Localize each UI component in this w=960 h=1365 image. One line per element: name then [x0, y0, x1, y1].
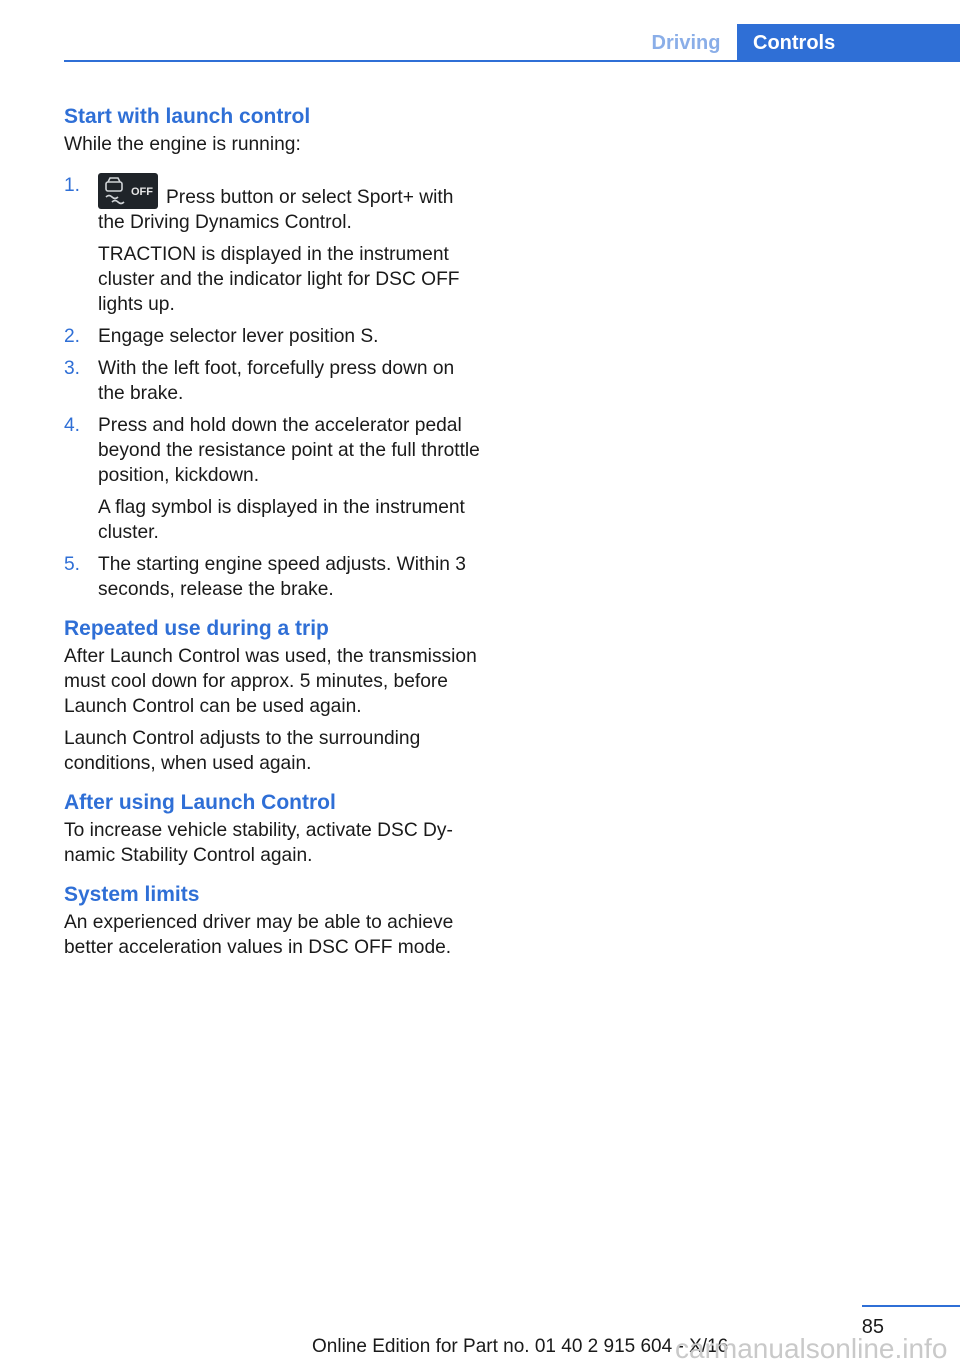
page-number: 85	[861, 1316, 884, 1338]
section-title-after: After using Launch Control	[64, 791, 336, 814]
step-text: Press button or select Sport+ with the Driving Dynamics Control.	[98, 187, 454, 233]
section-after	[64, 788, 484, 868]
step-subtext: TRACTION is displayed in the instrument cluster and the indicator light for DSC OFF lights up.	[98, 244, 460, 315]
list-item	[64, 413, 484, 545]
paragraph: Launch Control adjusts to the surrounding conditions, when used again.	[64, 728, 421, 774]
dsc-off-label: OFF	[131, 186, 153, 198]
paragraph: To increase vehicle stability, activate DSC Dynamic Stability Control again.	[64, 820, 453, 866]
section-limits	[64, 880, 484, 960]
step-text: The starting engine speed adjusts. Within 3 seconds, release the brake.	[98, 554, 466, 600]
tab-controls[interactable]: Controls	[737, 24, 960, 62]
dsc-off-icon	[98, 173, 158, 209]
start-intro: While the engine is running:	[64, 134, 301, 155]
list-item	[64, 552, 484, 602]
step-text: Engage selector lever position S.	[98, 326, 379, 347]
paragraph: After Launch Control was used, the transmission must cool down for approx. 5 minutes, before Launch Control can be used again.	[64, 646, 477, 717]
main-content	[64, 102, 484, 967]
step-number: 5.	[64, 554, 81, 575]
section-title-start: Start with launch control	[64, 105, 311, 128]
footer-rule	[862, 1305, 960, 1307]
step-number: 4.	[64, 415, 81, 436]
section-title-repeated: Repeated use during a trip	[64, 617, 329, 640]
step-number: 3.	[64, 358, 81, 379]
section-title-limits: System limits	[64, 883, 200, 906]
section-repeated	[64, 614, 484, 776]
list-item	[64, 173, 484, 317]
step-number: 1.	[64, 175, 81, 196]
step-text: With the left foot, forcefully press down on the brake.	[98, 358, 455, 404]
paragraph: An experienced driver may be able to achieve better acceleration values in DSC OFF mode.	[64, 912, 454, 958]
step-number: 2.	[64, 326, 81, 347]
step-subtext: A flag symbol is displayed in the instrument cluster.	[98, 497, 465, 543]
step-text: Press and hold down the accelerator pedal beyond the resistance point at the full throttle position, kickdown.	[98, 415, 480, 486]
list-item	[64, 356, 484, 406]
list-item	[64, 324, 484, 349]
step-list	[64, 173, 484, 602]
tab-driving[interactable]: Driving	[651, 32, 721, 54]
watermark: carmanualsonline.info	[675, 1333, 948, 1364]
edition-note: Online Edition for Part no. 01 40 2 915 604 - X/16	[312, 1336, 729, 1357]
